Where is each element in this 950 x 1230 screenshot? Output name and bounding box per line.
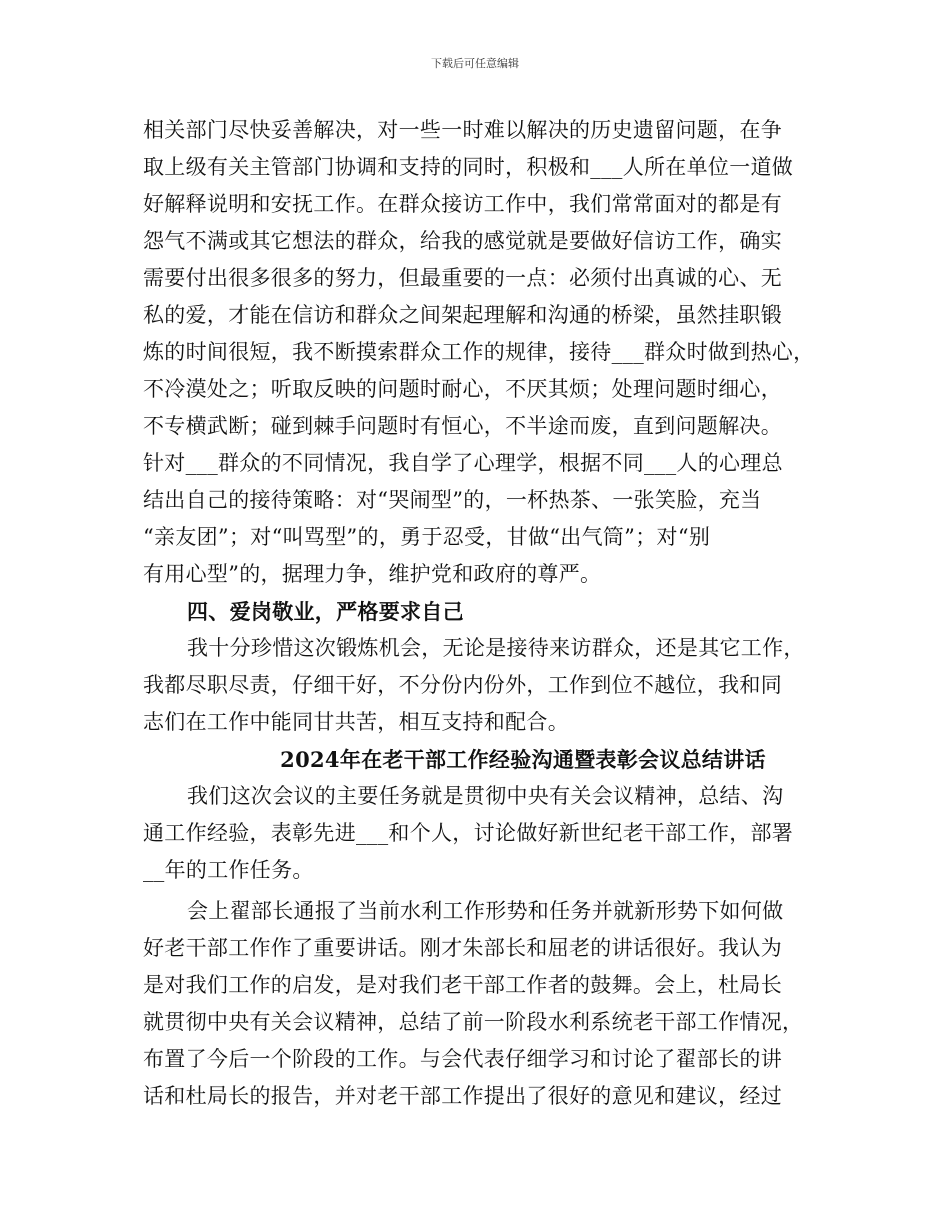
body-line: 有用心型”的，据理力争，维护党和政府的尊严。 — [143, 562, 602, 586]
body-line: 会上翟部长通报了当前水利工作形势和任务并就新形势下如何做 — [187, 899, 784, 923]
body-line: 怨气不满或其它想法的群众，给我的感觉就是要做好信访工作，确实 — [143, 229, 782, 253]
body-line: 话和杜局长的报告，并对老干部工作提出了很好的意见和建议，经过 — [143, 1084, 782, 1108]
body-line: 是对我们工作的启发，是对我们老干部工作者的鼓舞。会上，杜局长 — [143, 973, 782, 997]
body-line: 通工作经验，表彰先进___和个人，讨论做好新世纪老干部工作，部署 — [143, 821, 794, 845]
page-header: 下载后可任意编辑 — [431, 57, 519, 70]
body-line: 炼的时间很短，我不断摸索群众工作的规律，接待___群众时做到热心， — [143, 340, 815, 364]
body-line: 不冷漠处之；听取反映的问题时耐心，不厌其烦；处理问题时细心， — [143, 377, 782, 401]
body-line: 取上级有关主管部门协调和支持的同时，积极和___人所在单位一道做 — [143, 155, 794, 179]
body-line: 好老干部工作作了重要讲话。刚才朱部长和屈老的讲话很好。我认为 — [143, 936, 782, 960]
body-line: __年的工作任务。 — [143, 858, 314, 882]
body-line: 相关部门尽快妥善解决，对一些一时难以解决的历史遗留问题，在争 — [143, 118, 782, 142]
body-line: 不专横武断；碰到棘手问题时有恒心，不半途而废，直到问题解决。 — [143, 414, 782, 438]
body-line: 私的爱，才能在信访和群众之间架起理解和沟通的桥梁，虽然挂职锻 — [143, 303, 782, 327]
body-line: 志们在工作中能同甘共苦，相互支持和配合。 — [143, 710, 569, 734]
body-line: 结出自己的接待策略：对“哭闹型”的，一杯热茶、一张笑脸，充当 — [143, 488, 762, 512]
body-line: 布置了今后一个阶段的工作。与会代表仔细学习和讨论了翟部长的讲 — [143, 1047, 782, 1071]
body-line: 我十分珍惜这次锻炼机会，无论是接待来访群众，还是其它工作， — [187, 636, 805, 660]
section-heading: 四、爱岗敬业，严格要求自己 — [187, 599, 464, 624]
document-body — [143, 112, 843, 1115]
body-line: 针对___群众的不同情况，我自学了心理学，根据不同___人的心理总 — [143, 451, 783, 475]
body-line: 好解释说明和安抚工作。在群众接访工作中，我们常常面对的都是有 — [143, 192, 782, 216]
body-line: 就贯彻中央有关会议精神，总结了前一阶段水利系统老干部工作情况， — [143, 1010, 804, 1034]
body-line: 我们这次会议的主要任务就是贯彻中央有关会议精神，总结、沟 — [187, 784, 784, 808]
body-line: 我都尽职尽责，仔细干好，不分份内份外，工作到位不越位，我和同 — [143, 673, 782, 697]
body-line: “亲友团”；对“叫骂型”的，勇于忍受，甘做“出气筒”；对“别 — [143, 525, 711, 549]
document-title: 2024年在老干部工作经验沟通暨表彰会议总结讲话 — [280, 747, 766, 772]
body-line: 需要付出很多很多的努力，但最重要的一点：必须付出真诚的心、无 — [143, 266, 782, 290]
